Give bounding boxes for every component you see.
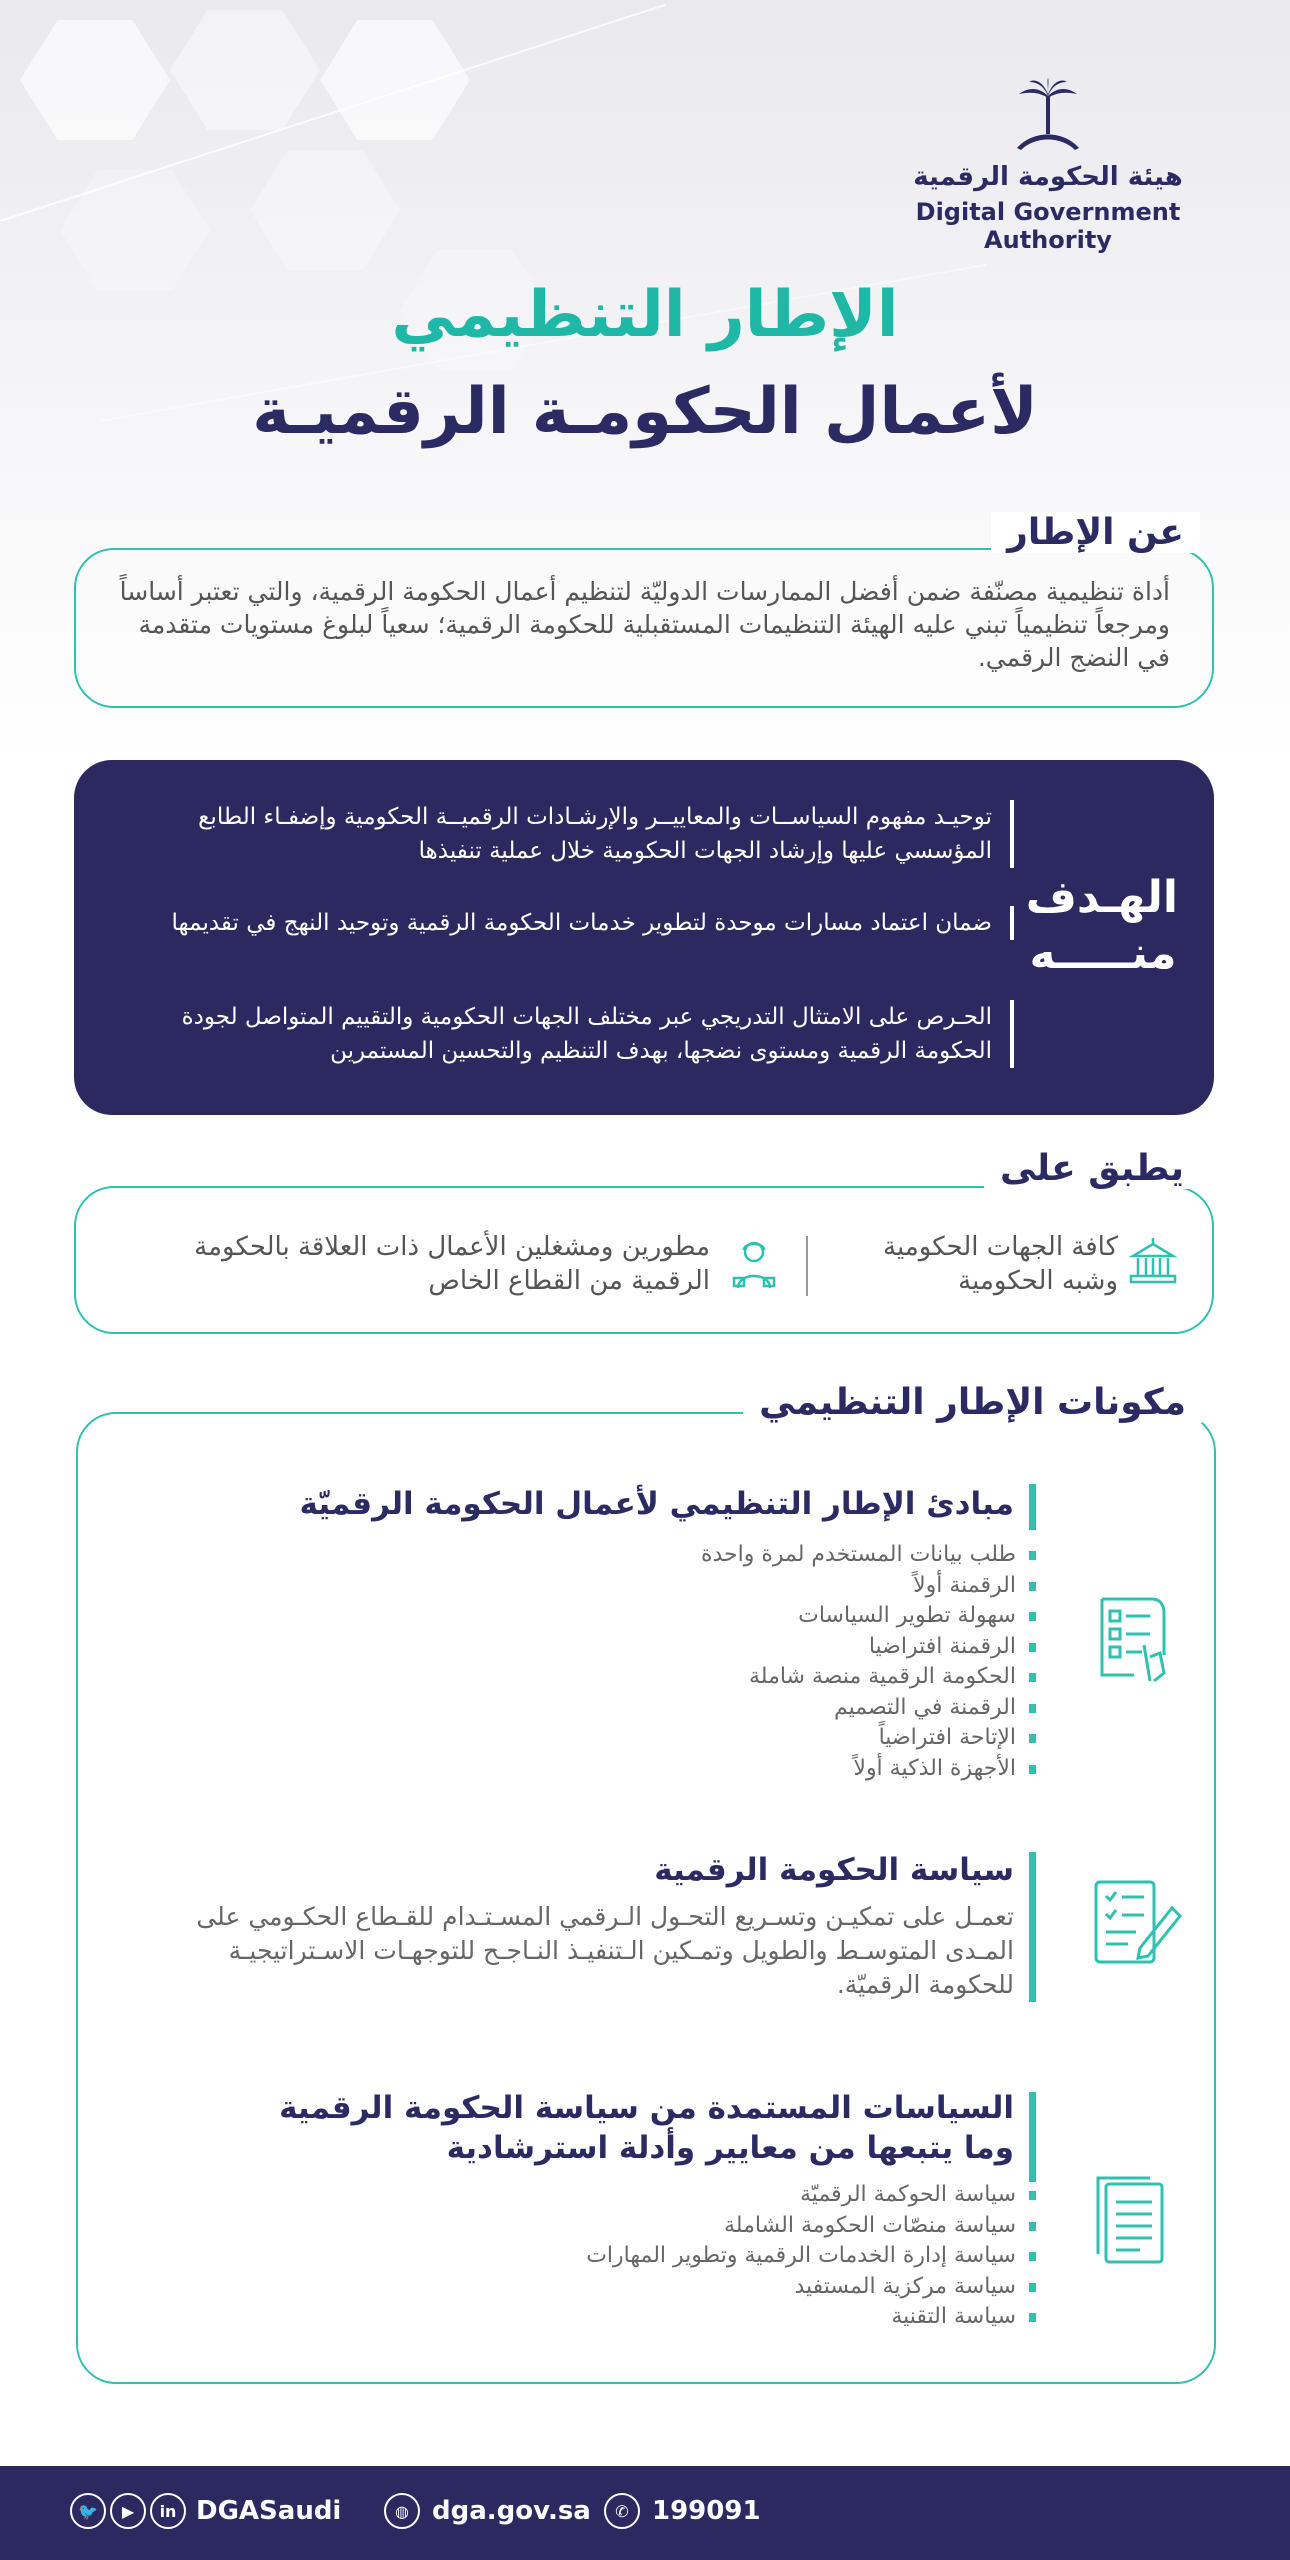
about-text: أداة تنظيمية مصنّفة ضمن أفضل الممارسات الدوليّة لتنظيم أعمال الحكومة الرقمية، والتي تعتبر أساساً ومرجعاً تنظيمياً تبني عليه الهيئة التنظيمات المستقبلية للحكومة الرقمية؛ سعياً لبلوغ مستويات متقدمة في النضج الرقمي.: [119, 577, 1170, 672]
list-item: الرقمنة افتراضيا: [336, 1632, 1036, 1663]
page-title-line1: الإطار التنظيمي: [391, 278, 899, 352]
goal-item: ضمان اعتماد مسارات موحدة لتطوير خدمات الحكومة الرقمية وتوحيد النهج في تقديمها: [114, 906, 1014, 940]
developer-person-icon: [730, 1238, 778, 1290]
document-pen-icon: [1092, 1878, 1182, 1968]
list-item: طلب بيانات المستخدم لمرة واحدة: [336, 1540, 1036, 1571]
phone-link[interactable]: [604, 2493, 761, 2529]
list-item: الرقمنة أولاً: [336, 1571, 1036, 1602]
website-link[interactable]: [384, 2493, 591, 2529]
principles-heading: مبادئ الإطار التنظيمي لأعمال الحكومة الرقميّة: [299, 1486, 1014, 1522]
phone-number: 199091: [652, 2496, 761, 2526]
list-item: سهولة تطوير السياسات: [336, 1601, 1036, 1632]
list-item: سياسة مركزية المستفيد: [336, 2272, 1036, 2303]
list-item: سياسة الحوكمة الرقميّة: [336, 2180, 1036, 2211]
list-item: الأجهزة الذكية أولاً: [336, 1754, 1036, 1785]
linkedin-icon[interactable]: in: [150, 2493, 186, 2529]
goal-title: الهـدف منـــــه: [1025, 872, 1178, 979]
goal-item: توحيـد مفهوم السياســات والمعاييــر والإرشـادات الرقميــة الحكومية وإضفـاء الطابع المؤسسي عليها وإرشاد الجهات الحكومية خلال عملية تنفيذها: [114, 800, 1014, 868]
derived-heading-line2: وما يتبعها من معايير وأدلة استرشادية: [446, 2130, 1014, 2166]
list-item: سياسة منصّات الحكومة الشاملة: [336, 2211, 1036, 2242]
derived-heading-line1: السياسات المستمدة من سياسة الحكومة الرقمية: [279, 2090, 1014, 2126]
derived-list: [336, 2180, 1036, 2333]
list-item: الإتاحة افتراضياً: [336, 1723, 1036, 1754]
checklist-icon: [1094, 1595, 1172, 1685]
list-item: الحكومة الرقمية منصة شاملة: [336, 1662, 1036, 1693]
dga-logo: [858, 78, 1238, 254]
about-label: عن الإطار: [991, 512, 1200, 553]
applies-government-entities: كافة الجهات الحكومية وشبه الحكومية: [883, 1232, 1118, 1296]
government-building-icon: [1128, 1236, 1178, 1286]
components-label: مكونات الإطار التنظيمي: [743, 1382, 1202, 1423]
derived-bar: [1029, 2092, 1036, 2182]
list-item: سياسة التقنية: [336, 2302, 1036, 2333]
policy-bar: [1029, 1852, 1036, 2002]
globe-icon: ◍: [384, 2493, 420, 2529]
applies-divider: [806, 1236, 808, 1296]
applies-private-sector: مطورين ومشغلين الأعمال ذات العلاقة بالحكومة الرقمية من القطاع الخاص: [194, 1232, 710, 1296]
logo-arabic-name: هيئة الحكومة الرقمية: [913, 162, 1183, 192]
list-item: الرقمنة في التصميم: [336, 1693, 1036, 1724]
principles-list: [336, 1540, 1036, 1784]
applies-label: يطبق على: [984, 1148, 1200, 1189]
goal-section: [74, 760, 1214, 1115]
saudi-emblem-icon: [1003, 78, 1093, 158]
footer: [0, 2466, 1290, 2560]
logo-english-name: Digital Government Authority: [915, 198, 1181, 254]
policy-heading: سياسة الحكومة الرقمية: [654, 1852, 1014, 1888]
youtube-icon[interactable]: ▶: [110, 2493, 146, 2529]
social-handle[interactable]: DGASaudi: [196, 2496, 342, 2526]
list-item: سياسة إدارة الخدمات الرقمية وتطوير المهارات: [336, 2241, 1036, 2272]
website-text: dga.gov.sa: [432, 2496, 591, 2526]
twitter-icon[interactable]: 🐦: [70, 2493, 106, 2529]
policy-text: تعمـل على تمكيـن وتسـريع التحـول الـرقمي المسـتـدام للقـطاع الحكـومي على المـدى المتوسـط والطويل وتمـكين الـتنفيـذ النـاجـح للتوجهـات الاسـتراتيجيـة للحكومة الرقميّة.: [196, 1902, 1014, 1999]
phone-icon: ✆: [604, 2493, 640, 2529]
documents-stack-icon: [1092, 2174, 1168, 2266]
page-title-line2: لأعمال الحكومـة الرقميـة: [252, 375, 1038, 449]
principles-bar: [1029, 1484, 1036, 1530]
social-links: [70, 2493, 341, 2529]
goal-item: الحـرص على الامتثال التدريجي عبر مختلف الجهات الحكومية والتقييم المتواصل لجودة الحكومة الرقمية ومستوى نضجها، بهدف التنظيم والتحسين المستمرين: [114, 1000, 1014, 1068]
